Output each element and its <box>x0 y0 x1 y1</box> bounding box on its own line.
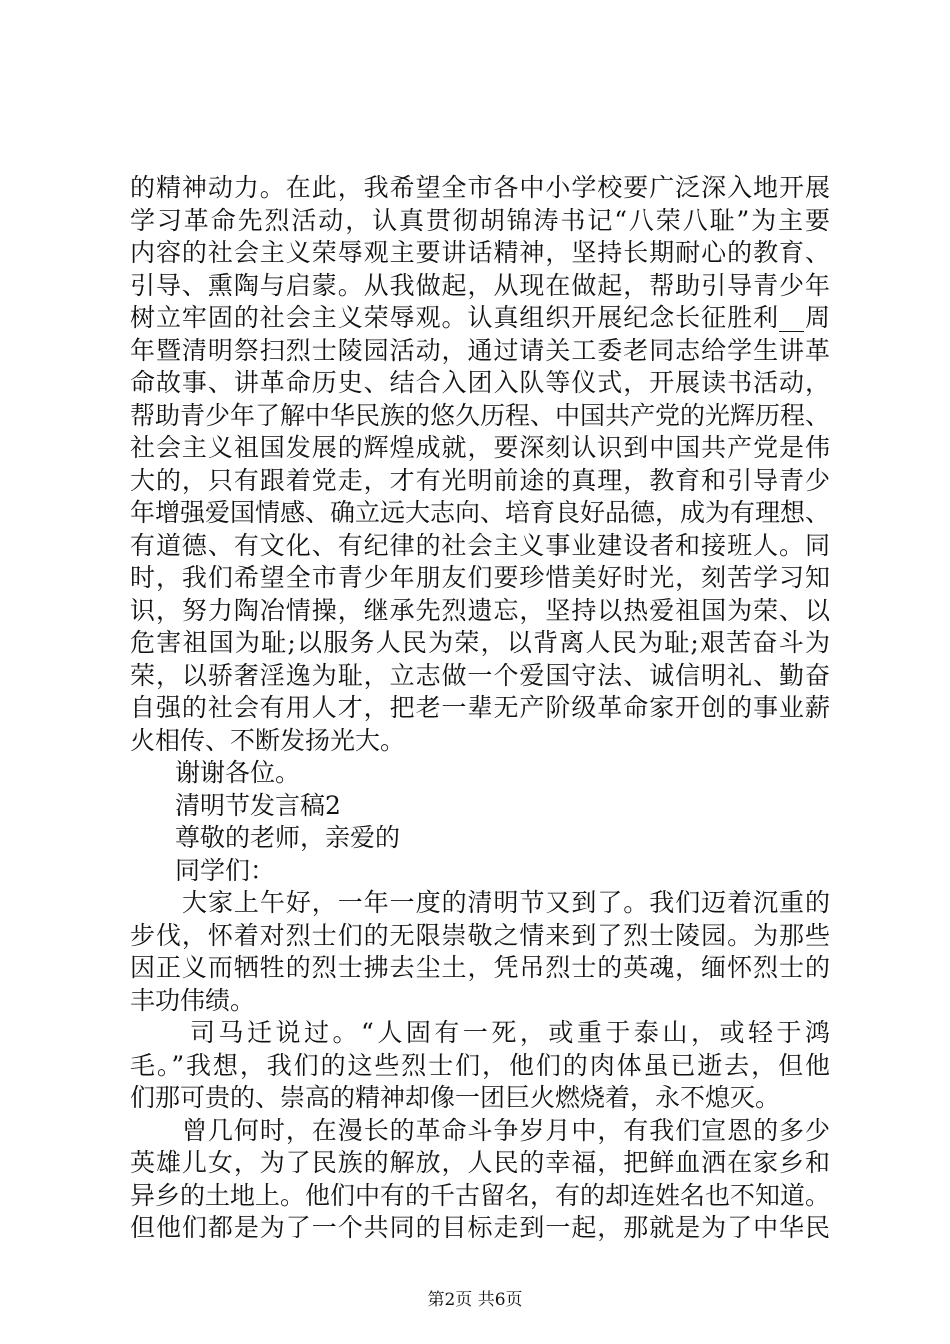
text-line: 社会主义祖国发展的辉煌成就，要深刻认识到中国共产党是伟 <box>130 433 830 462</box>
text-line: 内容的社会主义荣辱观主要讲话精神，坚持长期耐心的教育、 <box>130 238 830 267</box>
page-footer: 第2页 共6页 <box>427 1290 523 1310</box>
body-text <box>130 172 830 1245</box>
text-line: 毛。”我想，我们的这些烈士们，他们的肉体虽已逝去，但他 <box>130 1050 830 1080</box>
text-line: 帮助青少年了解中华民族的悠久历程、中国共产党的光辉历程、 <box>130 400 831 430</box>
text-line: 命故事、讲革命历史、结合入团入队等仪式，开展读书活动， <box>130 368 830 397</box>
text-line: 但他们都是为了一个共同的目标走到一起，那就是为了中华民 <box>130 1213 830 1242</box>
salutation-line: 尊敬的老师，亲爱的 <box>175 823 401 852</box>
text-line: 年暨清明祭扫烈士陵园活动，通过请关工委老同志给学生讲革 <box>130 335 830 365</box>
text-line: 们那可贵的、崇高的精神却像一团巨火燃烧着，永不熄灭。 <box>130 1083 781 1112</box>
text-line: 因正义而牺牲的烈士拂去尘土，凭吊烈士的英魂，缅怀烈士的 <box>130 953 830 982</box>
text-line: 大的，只有跟着党走，才有光明前途的真理，教育和引导青少 <box>130 465 830 495</box>
text-line: 树立牢固的社会主义荣辱观。认真组织开展纪念长征胜利__周 <box>130 303 830 332</box>
text-line: 火相传、不断发扬光大。 <box>130 725 406 755</box>
section-heading: 清明节发言稿2 <box>175 790 341 820</box>
text-line: 学习革命先烈活动，认真贯彻胡锦涛书记“八荣八耻”为主要 <box>130 205 830 235</box>
text-line: 引导、熏陶与启蒙。从我做起，从现在做起，帮助引导青少年 <box>130 270 830 300</box>
text-line: 有道德、有文化、有纪律的社会主义事业建设者和接班人。同 <box>130 530 830 560</box>
text-line: 步伐，怀着对烈士们的无限崇敬之情来到了烈士陵园。为那些 <box>130 920 830 950</box>
text-line: 曾几何时，在漫长的革命斗争岁月中，有我们宣恩的多少 <box>182 1115 830 1145</box>
text-line: 自强的社会有用人才，把老一辈无产阶级革命家开创的事业薪 <box>130 693 830 722</box>
closing-thanks: 谢谢各位。 <box>175 758 301 787</box>
text-line: 危害祖国为耻;以服务人民为荣，以背离人民为耻;艰苦奋斗为 <box>130 628 830 657</box>
text-line: 异乡的土地上。他们中有的千古留名，有的却连姓名也不知道。 <box>130 1180 831 1210</box>
text-line: 英雄儿女，为了民族的解放，人民的幸福，把鲜血洒在家乡和 <box>130 1148 830 1177</box>
text-line: 识，努力陶冶情操，继承先烈遗忘，坚持以热爱祖国为荣、以 <box>130 595 830 625</box>
text-line: 司马迁说过。“人固有一死，或重于泰山，或轻于鸿 <box>190 1018 830 1047</box>
text-line: 丰功伟绩。 <box>130 985 256 1015</box>
text-line: 年增强爱国情感、确立远大志向、培育良好品德，成为有理想、 <box>130 498 831 527</box>
salutation-line: 同学们： <box>175 855 276 885</box>
text-line: 荣，以骄奢淫逸为耻，立志做一个爱国守法、诚信明礼、勤奋 <box>130 660 830 690</box>
text-line: 的精神动力。在此，我希望全市各中小学校要广泛深入地开展 <box>130 173 830 202</box>
text-line: 时，我们希望全市青少年朋友们要珍惜美好时光，刻苦学习知 <box>130 563 830 592</box>
text-line: 大家上午好，一年一度的清明节又到了。我们迈着沉重的 <box>182 888 830 917</box>
